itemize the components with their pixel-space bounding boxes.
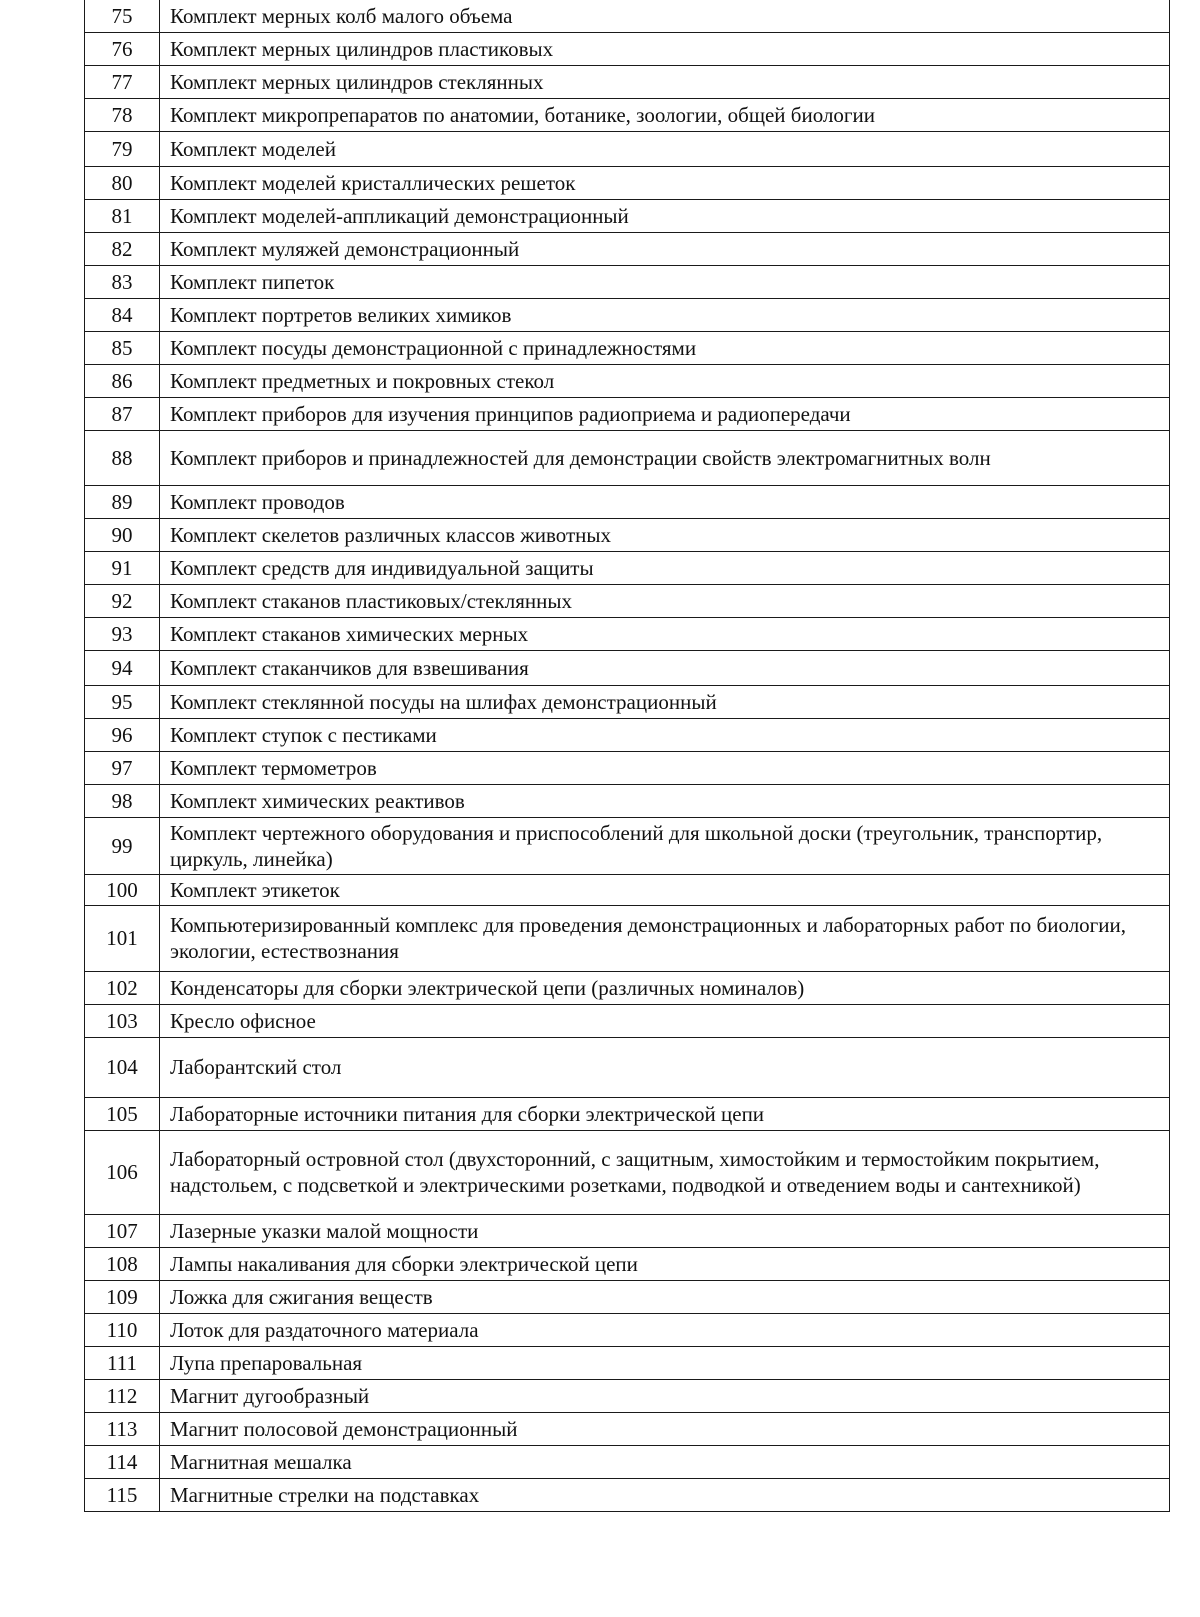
item-name: Комплект предметных и покровных стекол [160, 364, 1170, 397]
table-row [85, 584, 1170, 617]
table-row [85, 1313, 1170, 1346]
row-number: 93 [85, 617, 160, 650]
item-name: Магнитная мешалка [160, 1445, 1170, 1478]
row-number: 80 [85, 166, 160, 199]
row-number: 115 [85, 1478, 160, 1511]
table-row [85, 1037, 1170, 1097]
table-row [85, 32, 1170, 65]
table-row [85, 1445, 1170, 1478]
item-name: Лазерные указки малой мощности [160, 1214, 1170, 1247]
table-row [85, 364, 1170, 397]
row-number: 109 [85, 1280, 160, 1313]
row-number: 98 [85, 784, 160, 817]
equipment-table-body [85, 0, 1170, 1511]
row-number: 90 [85, 518, 160, 551]
row-number: 105 [85, 1097, 160, 1130]
table-row [85, 1478, 1170, 1511]
row-number: 114 [85, 1445, 160, 1478]
table-row [85, 685, 1170, 718]
item-name: Комплект пипеток [160, 265, 1170, 298]
table-row [85, 1004, 1170, 1037]
item-name: Комплект посуды демонстрационной с принадлежностями [160, 331, 1170, 364]
row-number: 83 [85, 265, 160, 298]
item-name: Комплект моделей кристаллических решеток [160, 166, 1170, 199]
item-name: Лаборантский стол [160, 1037, 1170, 1097]
table-row [85, 131, 1170, 166]
row-number: 95 [85, 685, 160, 718]
item-name: Комплект приборов для изучения принципов радиоприема и радиопередачи [160, 397, 1170, 430]
table-row [85, 1214, 1170, 1247]
row-number: 112 [85, 1379, 160, 1412]
table-row [85, 65, 1170, 98]
item-name: Комплект средств для индивидуальной защиты [160, 551, 1170, 584]
row-number: 97 [85, 751, 160, 784]
table-row [85, 905, 1170, 971]
item-name: Комплект стаканчиков для взвешивания [160, 650, 1170, 685]
row-number: 77 [85, 65, 160, 98]
equipment-list-document [84, 0, 1170, 1512]
item-name: Магнитные стрелки на подставках [160, 1478, 1170, 1511]
row-number: 89 [85, 485, 160, 518]
row-number: 102 [85, 971, 160, 1004]
item-name: Комплект моделей-аппликаций демонстрационный [160, 199, 1170, 232]
table-row [85, 617, 1170, 650]
table-row [85, 1097, 1170, 1130]
item-name: Комплект микропрепаратов по анатомии, ботанике, зоологии, общей биологии [160, 98, 1170, 131]
row-number: 81 [85, 199, 160, 232]
table-row [85, 971, 1170, 1004]
item-name: Комплект термометров [160, 751, 1170, 784]
table-row [85, 430, 1170, 485]
item-name: Лампы накаливания для сборки электрической цепи [160, 1247, 1170, 1280]
row-number: 107 [85, 1214, 160, 1247]
row-number: 87 [85, 397, 160, 430]
table-row [85, 485, 1170, 518]
table-row [85, 0, 1170, 32]
row-number: 110 [85, 1313, 160, 1346]
table-row [85, 232, 1170, 265]
table-row [85, 874, 1170, 905]
item-name: Комплект мерных цилиндров стеклянных [160, 65, 1170, 98]
item-name: Комплект стаканов пластиковых/стеклянных [160, 584, 1170, 617]
row-number: 94 [85, 650, 160, 685]
row-number: 75 [85, 0, 160, 32]
equipment-table [84, 0, 1170, 1512]
row-number: 100 [85, 874, 160, 905]
item-name: Комплект химических реактивов [160, 784, 1170, 817]
item-name: Лабораторные источники питания для сборки электрической цепи [160, 1097, 1170, 1130]
item-name: Комплект проводов [160, 485, 1170, 518]
table-row [85, 1130, 1170, 1214]
item-name: Ложка для сжигания веществ [160, 1280, 1170, 1313]
item-name: Конденсаторы для сборки электрической цепи (различных номиналов) [160, 971, 1170, 1004]
item-name: Комплект портретов великих химиков [160, 298, 1170, 331]
table-row [85, 331, 1170, 364]
row-number: 86 [85, 364, 160, 397]
row-number: 113 [85, 1412, 160, 1445]
table-row [85, 718, 1170, 751]
table-row [85, 199, 1170, 232]
row-number: 104 [85, 1037, 160, 1097]
item-name: Лабораторный островной стол (двухсторонний, с защитным, химостойким и термостойким покрытием, надстольем, с подсветкой и электрическими розетками, подводкой и отведением воды и сантехникой) [160, 1130, 1170, 1214]
item-name: Компьютеризированный комплекс для проведения демонстрационных и лабораторных работ по биологии, экологии, естествознания [160, 905, 1170, 971]
table-row [85, 298, 1170, 331]
row-number: 92 [85, 584, 160, 617]
item-name: Комплект мерных цилиндров пластиковых [160, 32, 1170, 65]
item-name: Магнит дугообразный [160, 1379, 1170, 1412]
table-row [85, 751, 1170, 784]
table-row [85, 166, 1170, 199]
item-name: Комплект чертежного оборудования и приспособлений для школьной доски (треугольник, транспортир, циркуль, линейка) [160, 817, 1170, 874]
item-name: Комплект скелетов различных классов животных [160, 518, 1170, 551]
row-number: 96 [85, 718, 160, 751]
table-row [85, 784, 1170, 817]
item-name: Лоток для раздаточного материала [160, 1313, 1170, 1346]
table-row [85, 1379, 1170, 1412]
table-row [85, 98, 1170, 131]
table-row [85, 650, 1170, 685]
row-number: 106 [85, 1130, 160, 1214]
row-number: 88 [85, 430, 160, 485]
item-name: Комплект этикеток [160, 874, 1170, 905]
item-name: Комплект стеклянной посуды на шлифах демонстрационный [160, 685, 1170, 718]
row-number: 101 [85, 905, 160, 971]
item-name: Лупа препаровальная [160, 1346, 1170, 1379]
item-name: Комплект муляжей демонстрационный [160, 232, 1170, 265]
item-name: Магнит полосовой демонстрационный [160, 1412, 1170, 1445]
row-number: 85 [85, 331, 160, 364]
row-number: 103 [85, 1004, 160, 1037]
row-number: 99 [85, 817, 160, 874]
item-name: Кресло офисное [160, 1004, 1170, 1037]
row-number: 82 [85, 232, 160, 265]
table-row [85, 518, 1170, 551]
table-row [85, 1346, 1170, 1379]
row-number: 78 [85, 98, 160, 131]
row-number: 76 [85, 32, 160, 65]
table-row [85, 397, 1170, 430]
item-name: Комплект моделей [160, 131, 1170, 166]
table-row [85, 817, 1170, 874]
row-number: 108 [85, 1247, 160, 1280]
item-name: Комплект стаканов химических мерных [160, 617, 1170, 650]
row-number: 79 [85, 131, 160, 166]
table-row [85, 1280, 1170, 1313]
row-number: 84 [85, 298, 160, 331]
row-number: 91 [85, 551, 160, 584]
item-name: Комплект приборов и принадлежностей для демонстрации свойств электромагнитных волн [160, 430, 1170, 485]
table-row [85, 1247, 1170, 1280]
row-number: 111 [85, 1346, 160, 1379]
item-name: Комплект мерных колб малого объема [160, 0, 1170, 32]
table-row [85, 551, 1170, 584]
table-row [85, 1412, 1170, 1445]
item-name: Комплект ступок с пестиками [160, 718, 1170, 751]
table-row [85, 265, 1170, 298]
